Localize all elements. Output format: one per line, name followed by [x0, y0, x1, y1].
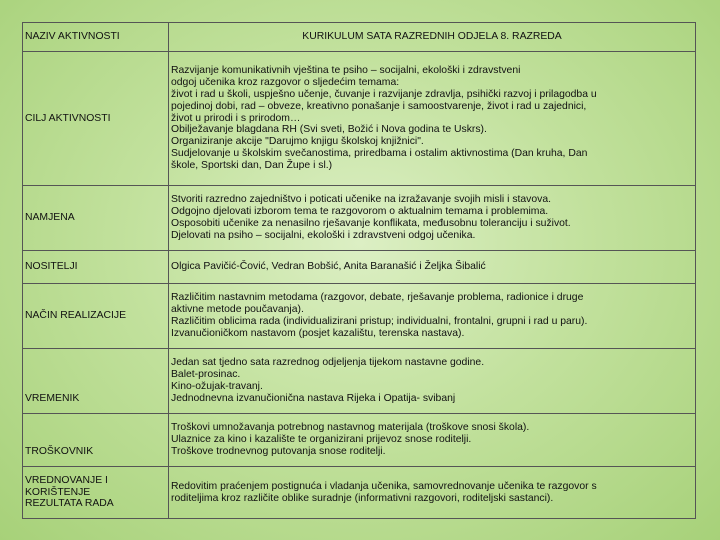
content-line: Balet-prosinac.	[171, 369, 241, 381]
row-content-namjena	[169, 186, 696, 251]
table-row-nositelji	[23, 251, 696, 284]
table-row-vrednovanje	[23, 467, 696, 519]
row-label-nacin: NAČIN REALIZACIJE	[23, 284, 169, 349]
row-content-troskovnik	[169, 414, 696, 467]
row-content-vrednovanje	[169, 467, 696, 519]
row-label-troskovnik: TROŠKOVNIK	[23, 414, 169, 467]
content-line: Različitim oblicima rada (individualizirani pristup; individualni, frontalni, grupni i rad u paru).	[171, 316, 588, 327]
table-row-troskovnik	[23, 414, 696, 467]
table-header-row	[23, 23, 696, 52]
label-line: KORIŠTENJE	[25, 486, 91, 498]
row-content-nacin	[169, 284, 696, 349]
content-line: roditeljima kroz različite oblike suradnje (informativni razgovori, roditeljski sastanci).	[171, 492, 554, 504]
content-line: Obilježavanje blagdana RH (Svi sveti, Božić i Nova godina te Uskrs).	[171, 124, 487, 136]
row-label-namjena: NAMJENA	[23, 186, 169, 251]
row-content-vremenik	[169, 349, 696, 414]
row-content-nositelji	[169, 251, 696, 284]
row-label-cilj: CILJ AKTIVNOSTI	[23, 52, 169, 186]
content-line: Organiziranje akcije "Darujmo knjigu školskoj knjižnici".	[171, 136, 424, 148]
row-content-cilj	[169, 52, 696, 186]
header-label-cell: NAZIV AKTIVNOSTI	[23, 23, 169, 52]
header-title-cell: KURIKULUM SATA RAZREDNIH ODJELA 8. RAZREDA	[169, 23, 696, 52]
table-row-vremenik	[23, 349, 696, 414]
content-line: Kino-ožujak-travanj.	[171, 381, 263, 392]
content-line: Ulaznice za kino i kazalište te organizirani prijevoz snose roditelji.	[171, 434, 472, 446]
content-line: Troškovi umnožavanja potrebnog nastavnog materijala (troškove snosi škola).	[171, 422, 530, 434]
table-row-nacin	[23, 284, 696, 349]
content-line: Jednodnevna izvanučionična nastava Rijeka i Opatija- svibanj	[171, 392, 456, 404]
row-label-nositelji: NOSITELJI	[23, 251, 169, 284]
content-line: odgoj učenika kroz razgovor o sljedećim temama:	[171, 77, 400, 89]
row-label-vrednovanje	[23, 467, 169, 519]
content-line: aktivne metode poučavanja).	[171, 304, 304, 316]
content-line: Stvoriti razredno zajedništvo i poticati učenike na izražavanje svojih misli i stavova.	[171, 194, 552, 206]
content-line: Izvanučioničkom nastavom (posjet kazalištu, terenska nastava).	[171, 327, 465, 339]
label-line: VREDNOVANJE I	[25, 474, 108, 486]
label-line: REZULTATA RADA	[25, 498, 114, 510]
curriculum-table	[22, 22, 696, 519]
content-line: Različitim nastavnim metodama (razgovor, debate, rješavanje problema, radionice i druge	[171, 292, 584, 304]
table-row-namjena	[23, 186, 696, 251]
content-line: Djelovati na psiho – socijalni, ekološki i zdravstveni odgoj učenika.	[171, 229, 476, 241]
content-line: Redovitim praćenjem postignuća i vladanja učenika, samovrednovanje učenika te razgovor s	[171, 480, 597, 492]
content-line: Olgica Pavičić-Čović, Vedran Bobšić, Anita Baranašić i Željka Šibalić	[171, 261, 486, 273]
row-label-vremenik: VREMENIK	[23, 349, 169, 414]
content-line: život u prirodi i s prirodom…	[171, 112, 301, 124]
content-line: pojedinoj dobi, rad – obveze, kreativno ponašanje i samoostvarenje, život i rad u zajednici,	[171, 100, 587, 112]
content-line: Sudjelovanje u školskim svečanostima, priredbama i ostalim aktivnostima (Dan kruha, Dan	[171, 147, 588, 159]
table-row-cilj	[23, 52, 696, 186]
content-line: život i rad u školi, uspješno učenje, čuvanje i razvijanje zdravlja, psihički razvoj i prilagodba u	[171, 89, 597, 100]
content-line: Osposobiti učenike za nenasilno rješavanje konflikata, međusobnu toleranciju i suživot.	[171, 218, 571, 229]
content-line: Odgojno djelovati izborom tema te razgovorom o aktualnim temama i problemima.	[171, 206, 549, 218]
content-line: škole, Sportski dan, Dan Župe i sl.)	[171, 159, 333, 171]
content-line: Jedan sat tjedno sata razrednog odjeljenja tijekom nastavne godine.	[171, 357, 485, 369]
content-line: Troškove trodnevnog putovanja snose roditelji.	[171, 445, 386, 457]
content-line: Razvijanje komunikativnih vještina te psiho – socijalni, ekološki i zdravstveni	[171, 65, 521, 77]
